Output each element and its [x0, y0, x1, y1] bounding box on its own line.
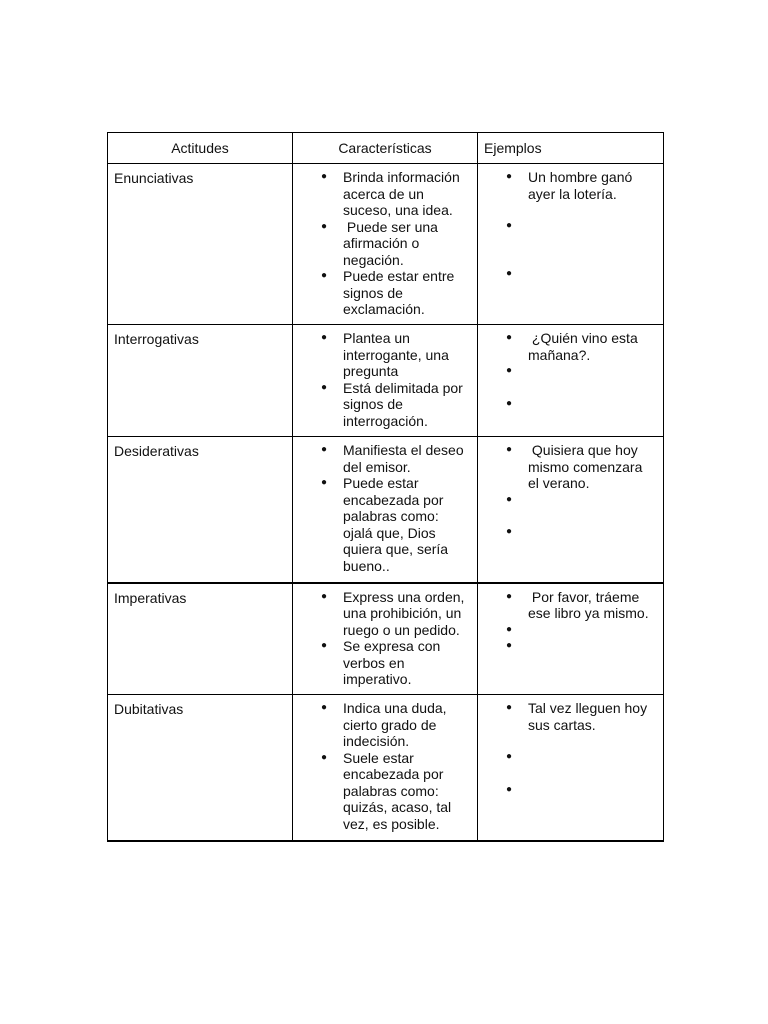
attitude-cell: Dubitativas [108, 695, 293, 841]
list-item [478, 396, 657, 413]
example-text: Un hombre ganó ayer la lotería. [528, 169, 633, 202]
bullet-icon: ● [506, 267, 513, 279]
characteristic-text: Está delimitada por signos de interrogación. [343, 379, 463, 429]
table-row [108, 583, 664, 695]
table-header-row [108, 133, 664, 164]
bullet-icon: ● [506, 365, 513, 376]
list-item [478, 638, 657, 655]
examples-cell [478, 325, 664, 437]
bullet-icon: ● [321, 171, 328, 182]
bullet-icon: ● [321, 751, 328, 763]
examples-list [478, 695, 663, 804]
list-item [478, 749, 657, 766]
attitude-cell: Desiderativas [108, 437, 293, 583]
example-text: Quisiera que hoy mismo comenzara el verano. [528, 442, 647, 491]
characteristic-text: Manifiesta el deseo del emisor. [343, 442, 464, 475]
bullet-icon: ● [506, 640, 513, 651]
bullet-icon: ● [506, 220, 513, 231]
characteristic-text: Plantea un interrogante, una pregunta [343, 330, 449, 379]
list-item [478, 218, 657, 235]
list-item [293, 638, 471, 688]
table-row [108, 164, 664, 325]
list-item [478, 266, 657, 283]
header-examples: Ejemplos [478, 133, 664, 164]
bullet-icon: ● [506, 444, 513, 455]
list-item [478, 442, 657, 492]
table-row [108, 325, 664, 437]
bullet-icon: ● [506, 702, 513, 713]
examples-cell [478, 164, 664, 325]
bullet-icon: ● [321, 220, 328, 232]
characteristic-text: Brinda información acerca de un suceso, una idea. [343, 169, 460, 218]
bullet-icon: ● [321, 332, 328, 343]
attitudes-table [107, 132, 664, 842]
list-item [478, 782, 657, 799]
list-item [478, 700, 657, 733]
characteristic-text: Puede ser una afirmación o negación. [343, 218, 442, 268]
characteristics-cell [293, 695, 478, 841]
list-item [293, 475, 471, 574]
characteristic-text: Puede estar entre signos de exclamación. [343, 268, 455, 317]
list-item [293, 700, 471, 750]
characteristic-text: Se expresa con verbos en imperativo. [343, 638, 441, 687]
examples-list [478, 584, 663, 661]
attitude-cell: Interrogativas [108, 325, 293, 437]
table-row [108, 695, 664, 841]
table-row [108, 437, 664, 583]
list-item [478, 492, 657, 509]
list-item [478, 589, 657, 622]
characteristic-text: Suele estar encabezada por palabras como: quizás, acaso, tal vez, es posible. [343, 749, 452, 832]
example-text: Por favor, tráeme ese libro ya mismo. [528, 588, 649, 621]
characteristics-list [293, 164, 477, 324]
bullet-icon: ● [506, 493, 513, 505]
characteristics-cell [293, 325, 478, 437]
bullet-icon: ● [506, 397, 513, 409]
header-attitudes: Actitudes [108, 133, 293, 164]
bullet-icon: ● [506, 332, 513, 343]
list-item [293, 589, 471, 639]
bullet-icon: ● [321, 477, 328, 488]
characteristics-cell [293, 164, 478, 325]
characteristics-list [293, 437, 477, 580]
list-item [478, 330, 657, 363]
list-item [293, 219, 471, 269]
bullet-icon: ● [506, 590, 513, 602]
list-item [293, 750, 471, 833]
bullet-icon: ● [321, 381, 328, 393]
characteristic-text: Puede estar encabezada por palabras como: ojalá que, Dios quiera que, sería bueno.. [343, 475, 449, 574]
list-item [293, 330, 471, 380]
characteristic-text: Indica una duda, cierto grado de indecisión. [343, 700, 447, 749]
list-item [293, 380, 471, 430]
bullet-icon: ● [506, 751, 513, 762]
bullet-icon: ● [321, 640, 328, 651]
examples-cell [478, 583, 664, 695]
characteristics-list [293, 325, 477, 435]
attitude-cell: Imperativas [108, 583, 293, 695]
characteristics-list [293, 695, 477, 838]
list-item [293, 442, 471, 475]
attitude-cell: Enunciativas [108, 164, 293, 325]
header-characteristics: Características [293, 133, 478, 164]
list-item [478, 363, 657, 380]
examples-list [478, 164, 663, 288]
examples-cell [478, 695, 664, 841]
characteristics-list [293, 584, 477, 694]
list-item [293, 268, 471, 318]
bullet-icon: ● [321, 444, 328, 455]
list-item [478, 169, 657, 202]
examples-list [478, 437, 663, 547]
bullet-icon: ● [321, 270, 328, 281]
characteristic-text: Express una orden, una prohibición, un ruego o un pedido. [343, 588, 465, 638]
characteristics-cell [293, 437, 478, 583]
bullet-icon: ● [506, 526, 513, 537]
bullet-icon: ● [321, 702, 328, 713]
characteristics-cell [293, 583, 478, 695]
bullet-icon: ● [321, 590, 328, 602]
example-text: Tal vez lleguen hoy sus cartas. [528, 700, 648, 733]
example-text: ¿Quién vino esta mañana?. [528, 330, 642, 363]
list-item [478, 622, 657, 639]
bullet-icon: ● [506, 623, 513, 635]
examples-list [478, 325, 663, 418]
list-item [293, 169, 471, 219]
bullet-icon: ● [506, 783, 513, 795]
list-item [478, 524, 657, 541]
bullet-icon: ● [506, 171, 513, 182]
examples-cell [478, 437, 664, 583]
